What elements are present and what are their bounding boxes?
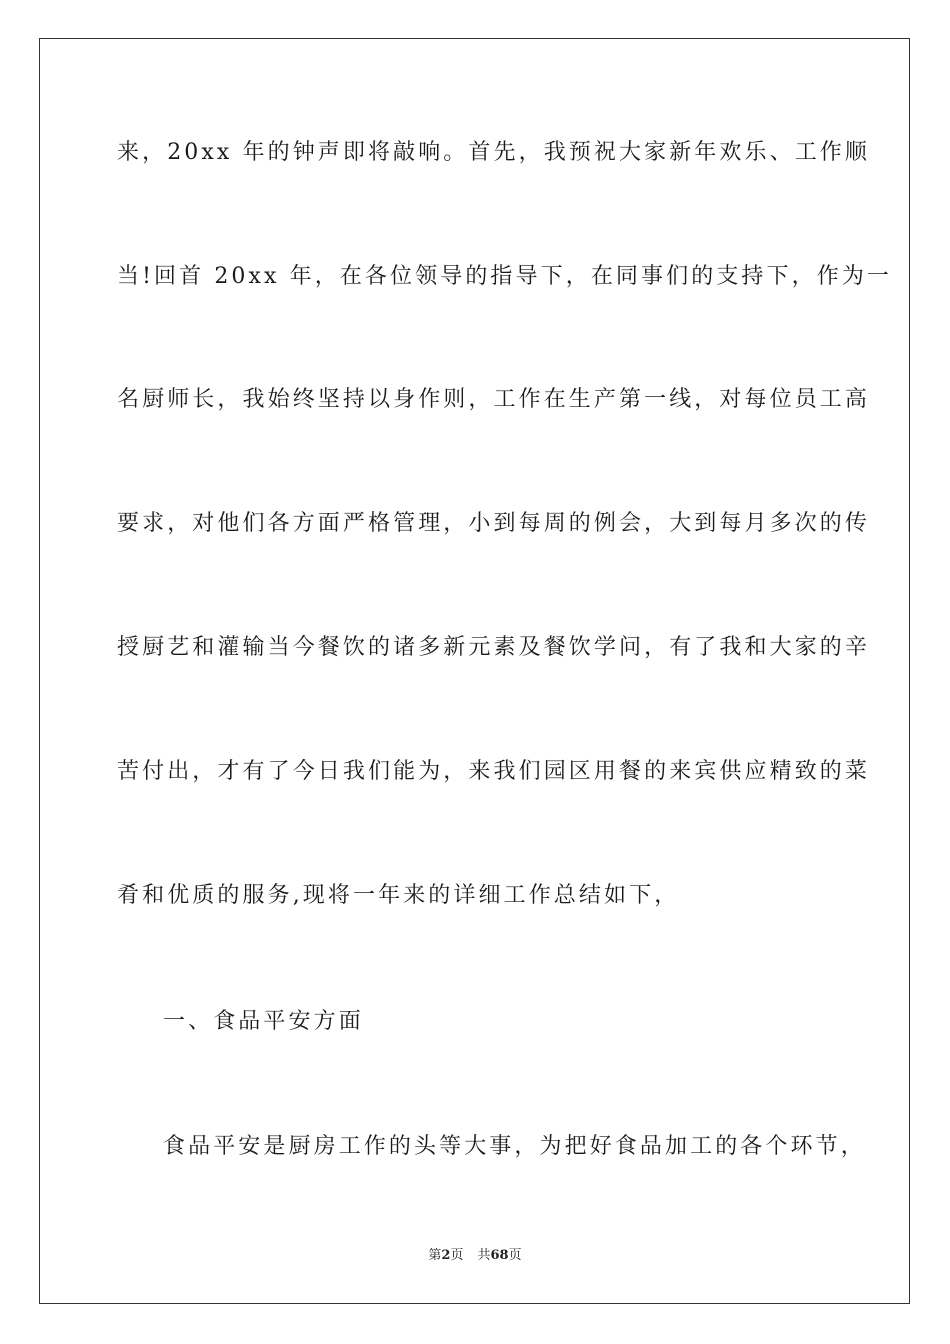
paragraph-line-7: 肴和优质的服务,现将一年来的详细工作总结如下， xyxy=(117,883,680,908)
page-prefix: 第 xyxy=(428,1248,442,1263)
paragraph-line-6: 苦付出，才有了今日我们能为，来我们园区用餐的来宾供应精致的菜 xyxy=(117,759,871,784)
paragraph-line-4: 要求，对他们各方面严格管理，小到每周的例会，大到每月多次的传 xyxy=(117,511,871,536)
paragraph-line-1: 来，20xx 年的钟声即将敲响。首先，我预祝大家新年欢乐、工作顺 xyxy=(117,140,871,165)
paragraph-line-3: 名厨师长，我始终坚持以身作则，工作在生产第一线，对每位员工高 xyxy=(117,387,871,412)
page-footer xyxy=(0,1247,950,1265)
paragraph-line-2: 当!回首 20xx 年，在各位领导的指导下，在同事们的支持下，作为一 xyxy=(117,264,893,289)
total-suffix: 页 xyxy=(508,1248,522,1263)
section-first-line: 食品平安是厨房工作的头等大事，为把好食品加工的各个环节， xyxy=(163,1134,866,1159)
page-suffix: 页 xyxy=(450,1248,464,1263)
total-pages: 68 xyxy=(490,1248,509,1263)
paragraph-line-5: 授厨艺和灌输当今餐饮的诸多新元素及餐饮学问，有了我和大家的辛 xyxy=(117,635,871,660)
page-frame xyxy=(39,38,910,1304)
page-number: 2 xyxy=(441,1248,451,1263)
total-prefix: 共 xyxy=(477,1248,491,1263)
section-heading: 一、食品平安方面 xyxy=(163,1009,364,1034)
